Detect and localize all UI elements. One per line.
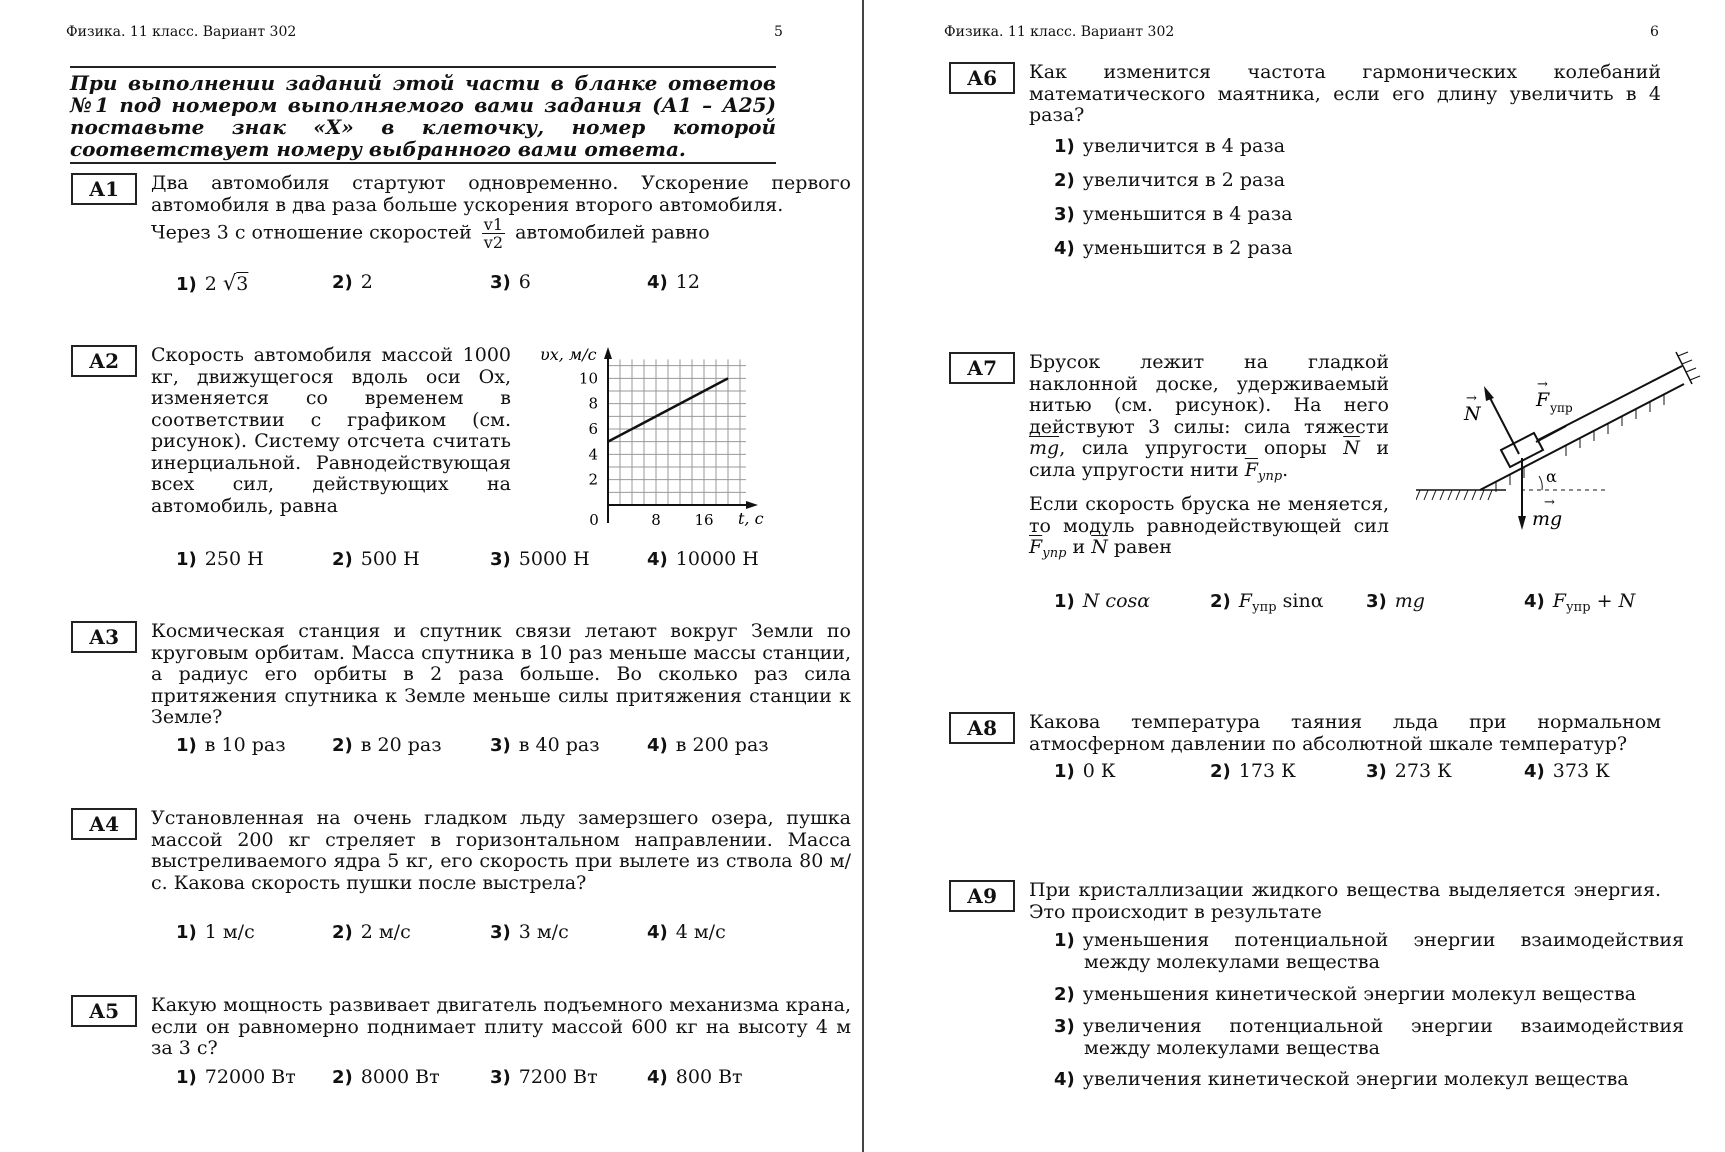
instructions: При выполнении заданий этой части в бланке ответов №1 под номером выполняемого вами задания (А1 – А25) поставьте знак «Х» в клеточку, номер которой соответствует номеру выбранного вами ответа. (70, 66, 776, 164)
answer-value: уменьшится в 2 раза (1082, 237, 1293, 259)
answer-value: 2 (204, 273, 217, 295)
answer-option[interactable] (1054, 983, 1636, 1005)
answer-number: 4) (1524, 761, 1545, 782)
answer-number: 1) (176, 735, 197, 756)
answer-option[interactable] (1054, 169, 1285, 191)
answer-number: 1) (176, 922, 197, 943)
answer-option[interactable] (332, 734, 442, 756)
answer-number: 3) (1366, 591, 1387, 612)
answer-value: увеличится в 2 раза (1082, 169, 1286, 191)
answer-option[interactable] (490, 548, 590, 570)
chart-grid (608, 359, 746, 505)
answer-value: 12 (675, 271, 700, 293)
gravity-vector: $\overline{mg}$ (1029, 437, 1060, 459)
y-tick-label: 10 (578, 369, 598, 388)
answer-value: F (1238, 590, 1252, 612)
page-number: 6 (1650, 24, 1659, 40)
answer-number: 2) (332, 1067, 353, 1088)
task-text-part: Через 3 с отношение скоростей (151, 221, 472, 244)
task-text-part: , сила упругости опоры (1059, 437, 1327, 459)
angle-arc (1539, 476, 1542, 490)
answer-number: 4) (1054, 1069, 1075, 1090)
answer-number: 3) (1054, 204, 1075, 225)
task-label: А7 (949, 352, 1015, 384)
y-axis-label: υx, м/с (540, 345, 597, 364)
answer-number: 2) (1054, 984, 1075, 1005)
gravity-vector-arrow-icon: → (1544, 495, 1555, 510)
answer-value: уменьшения потенциальной энергии взаимодействия между молекулами вещества (1082, 929, 1684, 973)
answer-number: 1) (176, 274, 197, 295)
answer-option[interactable] (176, 271, 248, 295)
y-tick-label: 2 (588, 470, 598, 489)
y-tick-label: 4 (588, 445, 598, 464)
answer-number: 4) (647, 1067, 668, 1088)
answer-number: 4) (647, 922, 668, 943)
answer-option[interactable] (332, 1066, 440, 1088)
task-label: А3 (71, 621, 137, 653)
answer-option[interactable] (1054, 237, 1293, 259)
answer-number: 1) (1054, 761, 1075, 782)
answer-value: 0 К (1082, 760, 1116, 782)
answer-value: 10000 Н (675, 548, 759, 570)
answer-option[interactable] (176, 1066, 296, 1088)
inclined-plane-figure (1416, 350, 1716, 535)
answer-value: уменьшится в 4 раза (1082, 203, 1293, 225)
answer-option[interactable] (490, 921, 569, 943)
answer-number: 2) (1054, 170, 1075, 191)
fraction-denominator: v2 (483, 233, 504, 252)
answer-value: 8000 Вт (360, 1066, 440, 1088)
velocity-time-chart (536, 345, 776, 535)
answer-option[interactable] (1054, 1068, 1629, 1090)
answer-option[interactable] (647, 548, 759, 570)
gravity-arrowhead-icon (1518, 516, 1526, 530)
answer-option[interactable] (1054, 203, 1293, 225)
answer-number: 1) (1054, 136, 1075, 157)
answer-value: 800 Вт (675, 1066, 743, 1088)
right-page (864, 0, 1724, 1152)
answer-number: 1) (176, 1067, 197, 1088)
answer-value: 4 м/с (675, 921, 726, 943)
task-text: Брусок лежит на гладкой наклонной доске, удерживаемый нитью (см. рисунок). На него действуют 3 силы: сила тяжести $\overline{mg}$, сила упругости опоры $\overline{N}$ и сила упругости нити $\overline{F}_{упр}$. Если скорость бруска не меняется, то модуль равнодействующей сил $\overline{F}_{упр}$ и $\overline{N}$ равен (1029, 351, 1389, 561)
answer-option[interactable] (332, 271, 373, 293)
task-label: А9 (949, 880, 1015, 912)
answer-option[interactable] (1054, 760, 1116, 782)
answer-option[interactable] (647, 1066, 743, 1088)
answer-value: 273 К (1394, 760, 1452, 782)
y-axis-arrow-icon (604, 347, 612, 359)
answer-option[interactable] (490, 734, 600, 756)
answer-value: в 20 раз (360, 734, 442, 756)
answer-number: 4) (647, 735, 668, 756)
tension-subscript-label: упр (1550, 401, 1573, 415)
velocity-ratio-fraction (482, 216, 505, 251)
answer-number: 1) (1054, 591, 1075, 612)
normal-vector: $\overline{N}$ (1091, 536, 1108, 558)
answer-number: 2) (1210, 761, 1231, 782)
tension-force-label: F (1536, 389, 1550, 411)
answer-option[interactable] (490, 1066, 598, 1088)
answer-option[interactable] (1054, 135, 1285, 157)
tension-vector-arrow-icon: → (1537, 377, 1548, 392)
y-tick-label: 8 (588, 394, 598, 413)
answer-value: 7200 Вт (518, 1066, 598, 1088)
answer-value: увеличится в 4 раза (1082, 135, 1286, 157)
answer-value: в 10 раз (204, 734, 286, 756)
answer-option[interactable] (1366, 590, 1425, 612)
answer-option[interactable] (176, 921, 255, 943)
task-text (151, 173, 851, 251)
answer-number: 3) (490, 922, 511, 943)
answer-subscript: упр (1251, 600, 1277, 615)
task-text: Установленная на очень гладком льду замерзшего озера, пушка массой 200 кг стреляет в горизонтальном направлении. Масса выстреливаемого ядра 5 кг, его скорость при вылете из ствола 80 м/с. Какова скорость пушки после выстрела? (151, 807, 851, 894)
answer-number: 2) (332, 549, 353, 570)
answer-value: в 200 раз (675, 734, 769, 756)
answer-option[interactable] (1210, 590, 1324, 615)
answer-value: F (1552, 590, 1566, 612)
x-tick-label: 8 (651, 511, 661, 529)
answer-value: 250 Н (204, 548, 264, 570)
answer-number: 4) (647, 549, 668, 570)
answer-number: 3) (490, 735, 511, 756)
x-axis-arrow-icon (746, 501, 758, 509)
answer-option[interactable] (1054, 930, 1684, 973)
x-axis-label: t, c (738, 509, 764, 528)
task-text: Как изменится частота гармонических колебаний математического маятника, если его длину увеличить в 4 раза? (1029, 61, 1661, 126)
answer-number: 2) (332, 922, 353, 943)
task-label: А6 (949, 62, 1015, 94)
answer-option[interactable] (176, 548, 264, 570)
tension-subscript: упр (1257, 468, 1283, 484)
task-text-part: Два автомобиля стартуют одновременно. Ускорение первого автомобиля в два раза больше ускорения второго автомобиля. (151, 172, 851, 216)
normal-arrowhead-icon (1484, 386, 1494, 401)
task-text: Скорость автомобиля массой 1000 кг, движущегося вдоль оси Ох, изменяется со временем в соответствии с графиком (см. рисунок). Систему отсчета считать инерциальной. Равнодействующая всех сил, действующих на автомобиль, равна (151, 344, 511, 517)
answer-number: 1) (1054, 930, 1075, 951)
answer-value: 3 м/с (518, 921, 569, 943)
answer-option[interactable] (647, 921, 726, 943)
task-text: Космическая станция и спутник связи летают вокруг Земли по круговым орбитам. Масса спутника в 10 раз меньше массы станции, а радиус его орбиты в 2 раза больше. Во сколько раз сила притяжения спутника к Земле меньше силы притяжения станции к Земле? (151, 620, 851, 728)
answer-number: 3) (490, 272, 511, 293)
normal-force-arrow (1488, 394, 1519, 454)
answer-value: увеличения кинетической энергии молекул вещества (1082, 1068, 1629, 1090)
gravity-force-label: mg (1532, 508, 1563, 530)
answer-value: уменьшения кинетической энергии молекул вещества (1082, 983, 1637, 1005)
answer-number: 3) (1366, 761, 1387, 782)
normal-force-label: N (1464, 403, 1481, 425)
answer-option[interactable] (176, 734, 286, 756)
answer-radicand: 3 (236, 273, 249, 295)
tension-vector: $\overline{F}$ (1029, 536, 1043, 558)
answer-option[interactable] (1524, 590, 1635, 615)
answer-option[interactable] (647, 734, 769, 756)
answer-value: 500 Н (360, 548, 420, 570)
page-header-title: Физика. 11 класс. Вариант 302 (944, 24, 1175, 40)
answer-option[interactable] (1210, 760, 1296, 782)
task-text-part: и сила упругости нити (1029, 437, 1389, 481)
answer-number: 3) (490, 1067, 511, 1088)
task-text-part: Если скорость бруска не меняется, то модуль равнодействующей сил (1029, 493, 1389, 537)
answer-number: 3) (1054, 1016, 1075, 1037)
answer-number: 1) (176, 549, 197, 570)
left-page (0, 0, 860, 1152)
alpha-label: α (1546, 467, 1557, 486)
answer-number: 3) (490, 549, 511, 570)
task-text: Какую мощность развивает двигатель подъемного механизма крана, если он равномерно поднимает плиту массой 600 кг на высоту 4 м за 3 с? (151, 994, 851, 1059)
answer-value: в 40 раз (518, 734, 600, 756)
task-text: При кристаллизации жидкого вещества выделяется энергия. Это происходит в результате (1029, 879, 1661, 923)
x-tick-label: 0 (589, 511, 599, 529)
task-text-part: Брусок лежит на гладкой наклонной доске, удерживаемый нитью (см. рисунок). На него действуют 3 силы: сила тяжести (1029, 351, 1389, 438)
answer-value: N cosα (1082, 590, 1151, 612)
task-label: А5 (71, 995, 137, 1027)
answer-option[interactable] (1054, 590, 1150, 612)
sqrt-symbol-icon: √ (222, 271, 237, 295)
answer-subscript: упр (1565, 600, 1591, 615)
answer-option[interactable] (332, 921, 411, 943)
answer-value: 6 (518, 271, 531, 293)
answer-value: 2 (360, 271, 373, 293)
y-tick-label: 6 (588, 420, 598, 438)
x-tick-label: 16 (694, 511, 714, 529)
answer-number: 4) (1054, 238, 1075, 259)
answer-number: 4) (1524, 591, 1545, 612)
task-text: Какова температура таяния льда при нормальном атмосферном давлении по абсолютной шкале температур? (1029, 711, 1661, 755)
tension-force-arrow (1536, 426, 1566, 442)
answer-option[interactable] (1524, 760, 1610, 782)
page-number: 5 (774, 24, 783, 40)
answer-number: 4) (647, 272, 668, 293)
answer-option[interactable] (490, 271, 531, 293)
task-text-part: и (1072, 536, 1086, 558)
answer-number: 2) (332, 735, 353, 756)
answer-value-suffix: + N (1590, 590, 1636, 612)
tension-subscript: упр (1042, 546, 1067, 561)
answer-value: 173 К (1238, 760, 1296, 782)
answer-value: 1 м/с (204, 921, 255, 943)
task-label: А8 (949, 712, 1015, 744)
page-header-title: Физика. 11 класс. Вариант 302 (66, 24, 297, 40)
answer-value: увеличения потенциальной энергии взаимодействия между молекулами вещества (1082, 1015, 1684, 1059)
answer-value: mg (1394, 590, 1425, 612)
answer-value-suffix: sinα (1276, 590, 1324, 612)
answer-option[interactable] (1366, 760, 1452, 782)
answer-value: 373 К (1552, 760, 1610, 782)
task-label: А2 (71, 345, 137, 377)
answer-value: 2 м/с (360, 921, 411, 943)
normal-vector-arrow-icon: → (1466, 391, 1477, 406)
task-label: А4 (71, 808, 137, 840)
task-text-part: автомобилей равно (515, 221, 710, 244)
task-text-part: равен (1113, 536, 1172, 558)
task-label: А1 (71, 173, 137, 205)
fraction-numerator: v1 (483, 215, 504, 234)
tension-vector: $\overline{F}$ (1244, 458, 1258, 481)
answer-option[interactable] (647, 271, 700, 293)
ground-hatching (1416, 490, 1492, 500)
answer-value: 72000 Вт (204, 1066, 296, 1088)
answer-number: 2) (1210, 591, 1231, 612)
answer-value: 5000 Н (518, 548, 590, 570)
normal-vector: $\overline{N}$ (1343, 437, 1360, 459)
answer-option[interactable] (332, 548, 420, 570)
answer-number: 2) (332, 272, 353, 293)
chart-axes (604, 347, 758, 523)
answer-option[interactable] (1054, 1016, 1684, 1059)
